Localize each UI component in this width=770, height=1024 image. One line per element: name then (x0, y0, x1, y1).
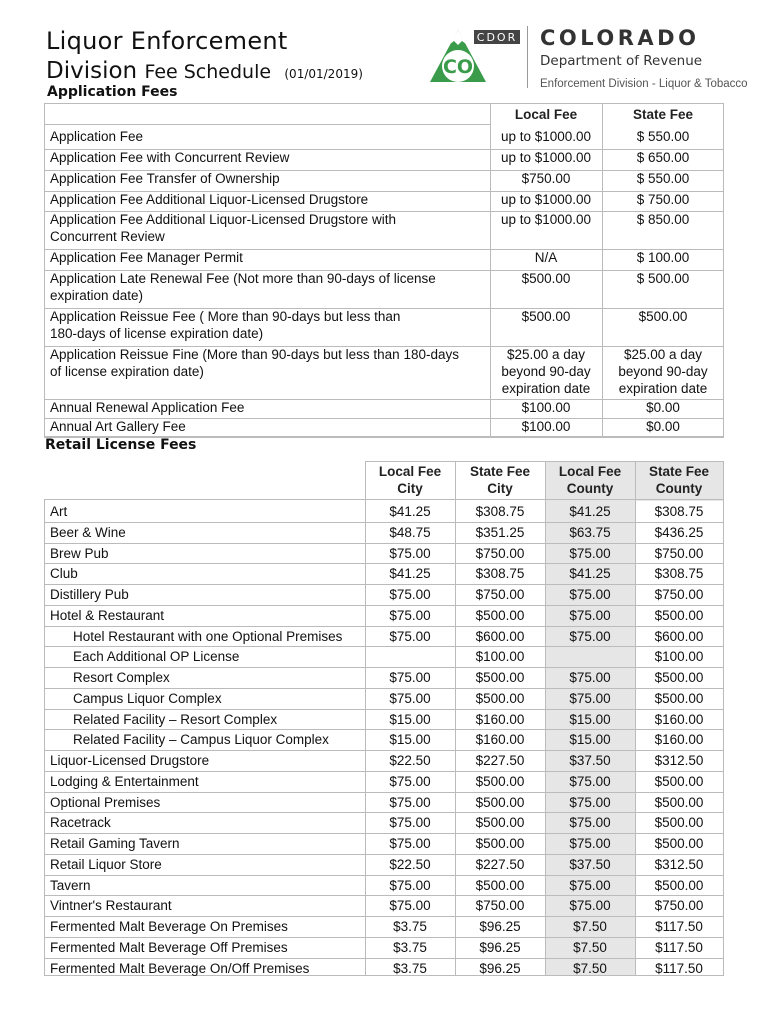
app-fee-name-line: Application Fee (50, 129, 144, 144)
retail-col-header (365, 463, 455, 497)
retail-fee-value: $500.00 (654, 878, 704, 893)
retail-fee-value: $75.00 (569, 608, 611, 623)
retail-fee-value: $96.25 (479, 919, 521, 934)
app-fee-name-line: 180-days of license expiration date) (50, 326, 264, 341)
app-fee-local (490, 270, 602, 287)
app-fee-name (50, 308, 486, 342)
retail-fee-value: $41.25 (569, 504, 611, 519)
retail-fee-value: $160.00 (654, 732, 704, 747)
app-fee-local (490, 128, 602, 145)
app-fee-state (602, 211, 724, 228)
retail-fee-value: $75.00 (569, 878, 611, 893)
retail-fee-value: $500.00 (654, 670, 704, 685)
app-fee-name-line: Application Reissue Fee ( More than 90-days but less than (50, 309, 401, 324)
retail-fee-value: $500.00 (654, 774, 704, 789)
retail-fee-value: $75.00 (569, 774, 611, 789)
app-fee-local (490, 346, 602, 397)
doc-title-line1: Liquor Enforcement (46, 27, 288, 55)
app-fee-local (490, 191, 602, 208)
retail-fee-value: $75.00 (389, 836, 431, 851)
app-fee-state (602, 270, 724, 287)
retail-fee-value: $500.00 (475, 815, 525, 830)
retail-license-name: Art (50, 504, 68, 519)
app-fee-local-line: $25.00 a day (506, 347, 586, 362)
app-fee-name-line: of license expiration date) (50, 364, 204, 379)
doc-title-line2 (46, 58, 363, 84)
retail-fee-value: $500.00 (654, 691, 704, 706)
app-fee-name-line: Annual Renewal Application Fee (50, 400, 245, 415)
retail-fee-value: $75.00 (389, 587, 431, 602)
app-fee-state (602, 308, 724, 325)
retail-license-name: Hotel & Restaurant (50, 608, 165, 623)
app-fee-local-line: up to $1000.00 (500, 212, 592, 227)
retail-fee-value: $37.50 (569, 753, 611, 768)
app-fee-local (490, 308, 602, 325)
retail-license-name: Retail Liquor Store (50, 857, 162, 872)
app-fee-name (50, 249, 486, 266)
retail-license-name: Fermented Malt Beverage Off Premises (50, 940, 288, 955)
retail-fee-value: $75.00 (389, 774, 431, 789)
retail-fee-value: $160.00 (475, 732, 525, 747)
brand-division: Enforcement Division - Liquor & Tobacco (540, 78, 748, 90)
cdor-logo (428, 26, 523, 84)
retail-fee-value: $75.00 (569, 836, 611, 851)
app-fee-local-line: up to $1000.00 (500, 192, 592, 207)
app-fee-state-line: $ 750.00 (636, 192, 690, 207)
app-fee-state-line: $0.00 (646, 419, 680, 434)
retail-fee-value: $15.00 (569, 732, 611, 747)
retail-fee-value: $500.00 (654, 815, 704, 830)
retail-fee-value: $3.75 (393, 940, 427, 955)
app-fee-state-line: $0.00 (646, 400, 680, 415)
app-fee-local-line: $100.00 (521, 400, 571, 415)
app-col-local: Local Fee (514, 107, 578, 122)
retail-fee-value: $96.25 (479, 961, 521, 976)
retail-col-header-line: County (566, 481, 614, 496)
app-fee-state-line: beyond 90-day (618, 364, 708, 379)
retail-fee-value: $308.75 (654, 566, 704, 581)
app-fee-state (602, 346, 724, 397)
retail-fee-value: $75.00 (389, 546, 431, 561)
retail-fee-value: $750.00 (475, 898, 525, 913)
app-fee-name-line: Application Fee Manager Permit (50, 250, 243, 265)
retail-license-name: Club (50, 566, 78, 581)
retail-fee-value: $436.25 (654, 525, 704, 540)
app-fee-state-line: $ 550.00 (636, 171, 690, 186)
retail-fee-value: $750.00 (475, 587, 525, 602)
app-fee-local (490, 170, 602, 187)
app-fee-name-line: expiration date) (50, 288, 144, 303)
retail-fee-value: $48.75 (389, 525, 431, 540)
retail-license-name: Optional Premises (50, 795, 161, 810)
retail-col-header (545, 463, 635, 497)
app-fee-name (50, 191, 486, 208)
retail-col-header-line: State Fee (648, 464, 710, 479)
retail-fee-value: $312.50 (654, 857, 704, 872)
app-col-state: State Fee (632, 107, 694, 122)
retail-fee-value: $500.00 (654, 836, 704, 851)
app-fee-local-line: expiration date (501, 381, 591, 396)
retail-license-name: Campus Liquor Complex (73, 691, 222, 706)
app-fee-local (490, 149, 602, 166)
app-fee-state (602, 399, 724, 416)
retail-fee-value: $37.50 (569, 857, 611, 872)
app-fee-name (50, 346, 486, 380)
app-fee-name (50, 170, 486, 187)
retail-fee-value: $500.00 (475, 774, 525, 789)
retail-fee-value: $75.00 (389, 898, 431, 913)
retail-col-header-line: State Fee (469, 464, 531, 479)
app-fee-local-line: $750.00 (521, 171, 571, 186)
retail-fee-value: $75.00 (389, 815, 431, 830)
app-fee-state (602, 249, 724, 266)
app-fee-name-line: Application Late Renewal Fee (Not more than 90-days of license (50, 271, 436, 286)
app-fee-state-line: $ 650.00 (636, 150, 690, 165)
retail-license-name: Each Additional OP License (73, 649, 240, 664)
title-date: (01/01/2019) (284, 67, 363, 81)
retail-license-name: Distillery Pub (50, 587, 129, 602)
app-fee-name-line: Application Fee with Concurrent Review (50, 150, 290, 165)
brand-department: Department of Revenue (540, 53, 703, 69)
retail-license-name: Liquor-Licensed Drugstore (50, 753, 210, 768)
app-fee-local-line: $500.00 (521, 271, 571, 286)
app-fee-name-line: Application Fee Transfer of Ownership (50, 171, 280, 186)
app-fee-name-line: Concurrent Review (50, 229, 165, 244)
title-fee-schedule: Fee Schedule (144, 61, 272, 83)
retail-fee-value: $75.00 (389, 629, 431, 644)
retail-fee-value: $308.75 (654, 504, 704, 519)
retail-fee-value: $750.00 (654, 587, 704, 602)
retail-fee-value: $308.75 (475, 566, 525, 581)
retail-fee-value: $15.00 (389, 732, 431, 747)
retail-license-name: Brew Pub (50, 546, 109, 561)
retail-col-header-line: City (487, 481, 513, 496)
retail-fee-value: $75.00 (569, 587, 611, 602)
retail-license-name: Vintner's Restaurant (50, 898, 172, 913)
retail-license-name: Fermented Malt Beverage On Premises (50, 919, 288, 934)
retail-fee-value: $75.00 (389, 608, 431, 623)
retail-license-name: Fermented Malt Beverage On/Off Premises (50, 961, 310, 976)
retail-fee-value: $15.00 (569, 712, 611, 727)
retail-fee-value: $7.50 (573, 919, 607, 934)
app-fee-state (602, 191, 724, 208)
retail-fee-value: $75.00 (389, 670, 431, 685)
retail-fee-value: $500.00 (654, 608, 704, 623)
app-fee-name (50, 270, 486, 304)
retail-col-header (635, 463, 723, 497)
retail-fee-value: $75.00 (389, 691, 431, 706)
retail-license-name: Beer & Wine (50, 525, 126, 540)
app-fee-name (50, 399, 486, 416)
retail-fee-value: $7.50 (573, 961, 607, 976)
application-fees-heading: Application Fees (47, 84, 178, 100)
retail-license-name: Tavern (50, 878, 91, 893)
brand-colorado: COLORADO (540, 26, 700, 50)
app-fee-name (50, 418, 486, 435)
app-fee-name (50, 128, 486, 145)
retail-fee-value: $500.00 (654, 795, 704, 810)
retail-col-header-line: County (655, 481, 703, 496)
app-fee-state (602, 128, 724, 145)
app-fee-local-line: up to $1000.00 (500, 150, 592, 165)
retail-fee-value: $117.50 (655, 919, 703, 934)
app-fee-state (602, 170, 724, 187)
retail-fee-value: $500.00 (475, 795, 525, 810)
retail-fee-value: $600.00 (475, 629, 525, 644)
app-fee-name (50, 149, 486, 166)
app-fee-state (602, 149, 724, 166)
retail-fee-value: $100.00 (475, 649, 525, 664)
retail-fee-value: $75.00 (569, 898, 611, 913)
retail-col-header-line: Local Fee (378, 464, 442, 479)
retail-fee-value: $75.00 (389, 878, 431, 893)
retail-fee-value: $500.00 (475, 691, 525, 706)
retail-fees-heading: Retail License Fees (45, 437, 197, 453)
app-fee-name-line: Application Fee Additional Liquor-Licensed Drugstore with (50, 212, 396, 227)
retail-fee-value: $600.00 (654, 629, 704, 644)
app-fee-name-line: Application Fee Additional Liquor-Licensed Drugstore (50, 192, 369, 207)
retail-fee-value: $41.25 (389, 504, 431, 519)
app-fee-state (602, 418, 724, 435)
retail-fee-value: $22.50 (389, 753, 431, 768)
retail-license-name: Resort Complex (73, 670, 170, 685)
retail-fee-value: $3.75 (393, 919, 427, 934)
app-fee-state-line: $500.00 (638, 309, 688, 324)
retail-col-header (455, 463, 545, 497)
app-fee-state-line: $ 100.00 (636, 250, 690, 265)
app-fee-name-line: Application Reissue Fine (More than 90-days but less than 180-days (50, 347, 459, 362)
retail-fee-value: $500.00 (475, 670, 525, 685)
title-division: Division (46, 58, 138, 84)
app-fee-state-line: $ 850.00 (636, 212, 690, 227)
app-fee-state-line: $25.00 a day (623, 347, 703, 362)
app-fee-state-line: $ 550.00 (636, 129, 690, 144)
app-fee-local (490, 249, 602, 266)
retail-license-name: Racetrack (50, 815, 111, 830)
app-fee-local-line: $500.00 (521, 309, 571, 324)
retail-fee-value: $3.75 (393, 961, 427, 976)
logo-cdor-text: CDOR (476, 31, 518, 44)
retail-fee-value: $117.50 (655, 961, 703, 976)
retail-fee-value: $500.00 (475, 608, 525, 623)
retail-fee-value: $351.25 (475, 525, 525, 540)
retail-fee-value: $500.00 (475, 836, 525, 851)
retail-license-name: Related Facility – Campus Liquor Complex (73, 732, 329, 747)
app-fee-local (490, 418, 602, 435)
app-fee-local-line: $100.00 (521, 419, 571, 434)
app-fee-name-line: Annual Art Gallery Fee (50, 419, 186, 434)
retail-fee-value: $41.25 (569, 566, 611, 581)
app-fee-local-line: up to $1000.00 (500, 129, 592, 144)
app-fee-name (50, 211, 486, 245)
retail-fee-value: $7.50 (573, 940, 607, 955)
retail-col-header-line: Local Fee (558, 464, 622, 479)
retail-fee-value: $75.00 (569, 795, 611, 810)
retail-fee-value: $500.00 (475, 878, 525, 893)
app-fee-local-line: N/A (534, 250, 558, 265)
retail-fee-value: $41.25 (389, 566, 431, 581)
retail-fee-value: $75.00 (569, 629, 611, 644)
app-fee-local (490, 211, 602, 228)
retail-fee-value: $15.00 (389, 712, 431, 727)
logo-divider (527, 26, 528, 88)
retail-fee-value: $75.00 (569, 546, 611, 561)
retail-fee-value: $75.00 (569, 691, 611, 706)
retail-fee-value: $750.00 (654, 898, 704, 913)
retail-fee-value: $750.00 (654, 546, 704, 561)
app-fee-state-line: expiration date (618, 381, 708, 396)
retail-fee-value: $96.25 (479, 940, 521, 955)
retail-fee-value: $63.75 (569, 525, 611, 540)
retail-fee-value: $117.50 (655, 940, 703, 955)
logo-co-text: CO (442, 56, 474, 78)
retail-fee-value: $160.00 (654, 712, 704, 727)
retail-fee-value: $160.00 (475, 712, 525, 727)
app-fee-local-line: beyond 90-day (501, 364, 591, 379)
retail-fee-value: $308.75 (475, 504, 525, 519)
retail-fee-value: $75.00 (389, 795, 431, 810)
retail-col-header-line: City (397, 481, 423, 496)
retail-fee-value: $750.00 (475, 546, 525, 561)
retail-fee-value: $227.50 (475, 857, 525, 872)
retail-fee-value: $75.00 (569, 670, 611, 685)
retail-fee-value: $227.50 (475, 753, 525, 768)
retail-license-name: Retail Gaming Tavern (50, 836, 180, 851)
retail-license-name: Lodging & Entertainment (50, 774, 199, 789)
retail-fee-value: $100.00 (654, 649, 704, 664)
retail-license-name: Related Facility – Resort Complex (73, 712, 278, 727)
app-fee-local (490, 399, 602, 416)
retail-fee-value: $22.50 (389, 857, 431, 872)
retail-fee-value: $312.50 (654, 753, 704, 768)
retail-license-name: Hotel Restaurant with one Optional Premises (73, 629, 343, 644)
app-fee-state-line: $ 500.00 (636, 271, 690, 286)
retail-fee-value: $75.00 (569, 815, 611, 830)
